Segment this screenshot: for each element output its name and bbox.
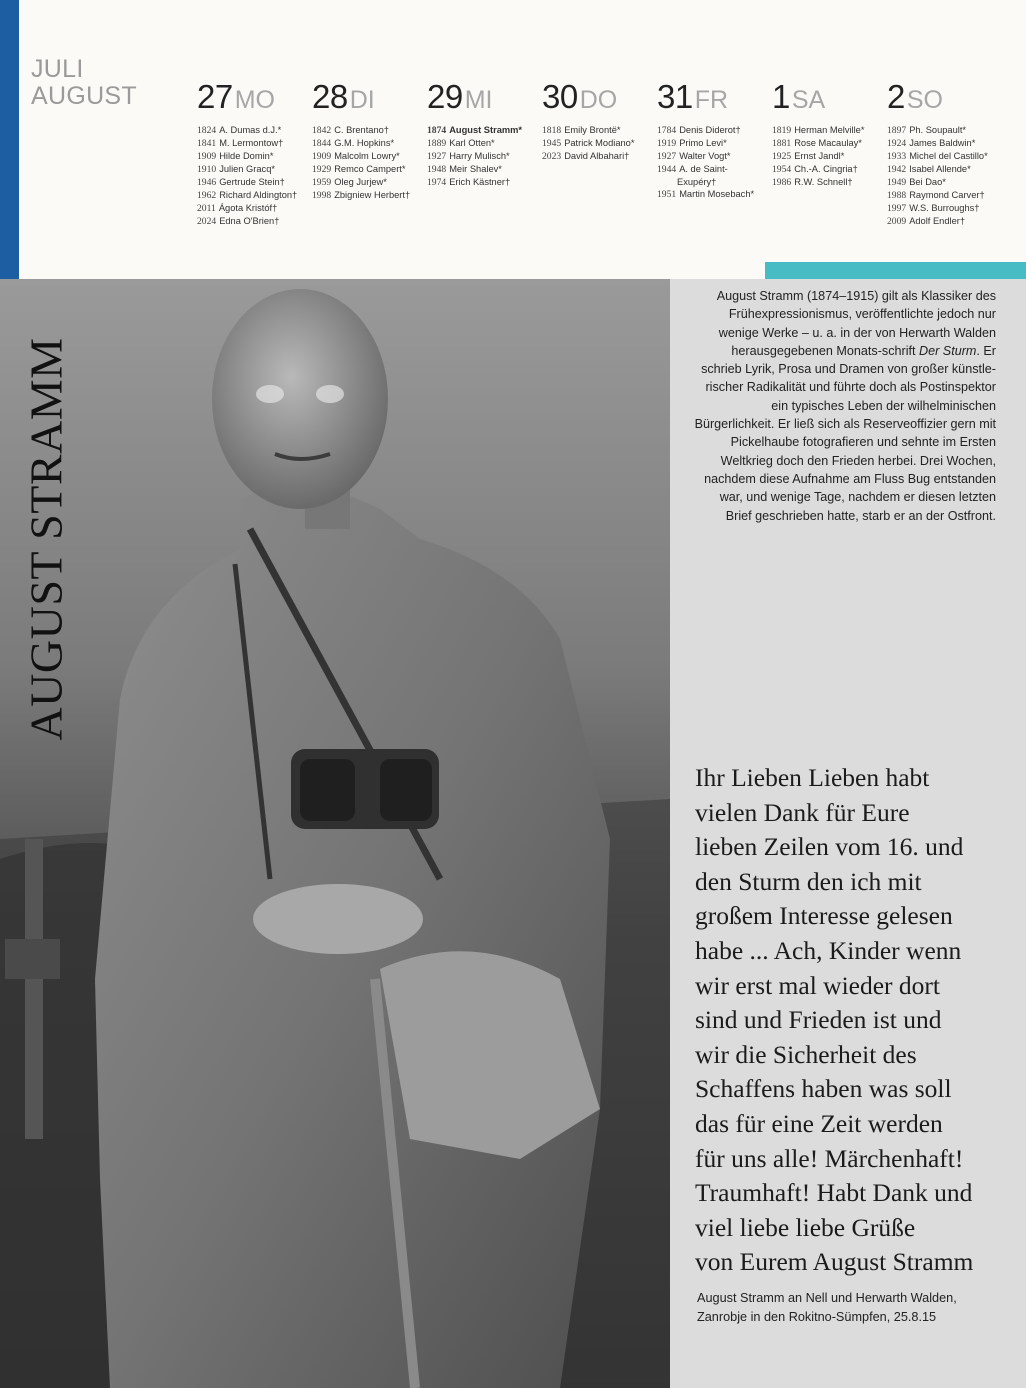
- anniversary-year: 1841: [197, 138, 217, 149]
- anniversary-entry: [657, 176, 772, 188]
- anniversary-entry: [887, 215, 1002, 228]
- day-column: [427, 78, 542, 189]
- anniversary-year: 1997: [887, 203, 907, 214]
- quote-source: August Stramm an Nell und Herwarth Walden, Zanrobje in den Rokitno-Sümpfen, 25.8.15: [697, 1291, 957, 1324]
- anniversary-name: Exupéry†: [677, 177, 717, 187]
- quote-line: wir die Sicherheit des: [695, 1039, 917, 1069]
- anniversary-year: 1988: [887, 190, 907, 201]
- quote-line: großem Interesse gelesen: [695, 901, 953, 931]
- anniversary-year: 1897: [887, 125, 907, 136]
- day-header: [427, 78, 542, 118]
- anniversary-entry: [887, 124, 1002, 137]
- anniversary-entry: [312, 163, 427, 176]
- bio-text: August Stramm (1874–1915) gilt als Klassiker des Frühexpressionismus, veröffentlichte jedoch nur wenige Werke – u. a. in der von Herwarth Walden herausgegebenen Monats-schrift: [716, 289, 996, 358]
- quote-line: von Eurem August Stramm: [695, 1247, 974, 1277]
- month-labels: [31, 56, 137, 110]
- anniversary-name: A. de Saint-: [679, 164, 728, 174]
- anniversary-entry: [312, 176, 427, 189]
- anniversary-year: 1986: [772, 177, 792, 188]
- anniversary-name: C. Brentano†: [334, 125, 389, 135]
- day-number: 27: [197, 78, 233, 115]
- anniversary-name: Ch.-A. Cingria†: [794, 164, 858, 174]
- anniversary-name: Ernst Jandl*: [794, 151, 845, 161]
- anniversary-year: 1784: [657, 125, 677, 136]
- quote-line: viel liebe liebe Grüße: [695, 1212, 916, 1242]
- anniversary-entry: [887, 163, 1002, 176]
- anniversary-year: 1946: [197, 177, 217, 188]
- blue-accent-bar: [0, 0, 19, 279]
- day-name: SO: [906, 86, 943, 114]
- anniversary-year: 1998: [312, 190, 332, 201]
- anniversary-name: Adolf Endler†: [909, 216, 966, 226]
- anniversary-year: 1974: [427, 177, 447, 188]
- anniversary-name: Karl Otten*: [449, 138, 495, 148]
- side-title-text: AUGUST STRAMM: [20, 337, 72, 741]
- anniversary-entry: [427, 163, 542, 176]
- month-label: JULI: [31, 55, 84, 83]
- anniversary-year: 1949: [887, 177, 907, 188]
- anniversary-year: 1909: [197, 151, 217, 162]
- bio-text: . Er schrieb Lyrik, Prosa und Dramen von großer künstle-rischer Radikalität und führte doch als Postinspektor ein typisches Leben der wilhelminischen Bürgerlichkeit. Er ließ sich als Reserveoffizier gern mit Pickelhaube fotografieren und sehnte im Ersten Weltkrieg doch den Frieden herbei. Drei Wochen, nachdem diese Aufnahme am Fluss Bug entstanden war, und wenige Tage, nachdem er diesen letzten Brief geschrieben hatte, starb er an der Ostfront.: [694, 343, 996, 523]
- quote-line: sind und Frieden ist und: [695, 1005, 942, 1035]
- anniversary-entry: [887, 150, 1002, 163]
- anniversary-name: Erich Kästner†: [449, 177, 511, 187]
- day-header: [197, 78, 312, 118]
- day-column: [542, 78, 657, 163]
- anniversary-year: 1954: [772, 164, 792, 175]
- anniversary-entry: [197, 176, 312, 189]
- anniversary-name: Bei Dao*: [909, 177, 946, 187]
- anniversary-name: W.S. Burroughs†: [909, 203, 980, 213]
- anniversary-entry: [312, 137, 427, 150]
- day-header: [772, 78, 887, 118]
- day-number: 1: [772, 78, 790, 115]
- anniversary-name: Herman Melville*: [794, 125, 865, 135]
- anniversary-name: David Albahari†: [564, 151, 630, 161]
- day-name: SA: [791, 86, 826, 114]
- anniversary-entry: [542, 124, 657, 137]
- anniversary-list: [197, 124, 312, 228]
- anniversary-name: James Baldwin*: [909, 138, 976, 148]
- day-header: [887, 78, 1002, 118]
- anniversary-name: Emily Brontë*: [564, 125, 621, 135]
- anniversary-year: 1910: [197, 164, 217, 175]
- anniversary-entry: [312, 150, 427, 163]
- anniversary-list: [312, 124, 427, 202]
- anniversary-entry: [772, 124, 887, 137]
- anniversary-year: 1819: [772, 125, 792, 136]
- anniversary-list: [542, 124, 657, 163]
- anniversary-entry: [657, 137, 772, 150]
- anniversary-name: Primo Levi*: [679, 138, 727, 148]
- anniversary-name: Harry Mulisch*: [449, 151, 510, 161]
- anniversary-name: Isabel Allende*: [909, 164, 971, 174]
- quote-line: lieben Zeilen vom 16. und: [695, 832, 964, 862]
- anniversary-list: [657, 124, 772, 201]
- anniversary-entry: [427, 176, 542, 189]
- anniversary-entry: [887, 189, 1002, 202]
- anniversary-year: 1933: [887, 151, 907, 162]
- anniversary-name: Rose Macaulay*: [794, 138, 862, 148]
- anniversary-entry: [657, 163, 772, 176]
- anniversary-entry: [427, 124, 542, 137]
- day-header: [657, 78, 772, 118]
- anniversary-entry: [772, 150, 887, 163]
- anniversary-year: 1927: [427, 151, 447, 162]
- quote-line: Ihr Lieben Lieben habt: [695, 763, 930, 792]
- anniversary-entry: [887, 202, 1002, 215]
- day-number: 28: [312, 78, 348, 115]
- anniversary-name: Edna O'Brien†: [219, 216, 280, 226]
- anniversary-name: Hilde Domin*: [219, 151, 274, 161]
- anniversary-name: Raymond Carver†: [909, 190, 985, 200]
- anniversary-name: Meir Shalev*: [449, 164, 502, 174]
- anniversary-entry: [657, 150, 772, 163]
- biography-text: [692, 287, 996, 525]
- day-header: [312, 78, 427, 118]
- anniversary-year: 1919: [657, 138, 677, 149]
- anniversary-list: [887, 124, 1002, 228]
- anniversary-year: 1942: [887, 164, 907, 175]
- day-number: 31: [657, 78, 693, 115]
- anniversary-entry: [772, 163, 887, 176]
- day-column: [197, 78, 312, 228]
- day-header: [542, 78, 657, 118]
- anniversary-entry: [427, 137, 542, 150]
- anniversary-name: Patrick Modiano*: [564, 138, 635, 148]
- anniversary-year: 1951: [657, 189, 677, 200]
- anniversary-name: Richard Aldington†: [219, 190, 298, 200]
- anniversary-entry: [657, 124, 772, 137]
- anniversary-year: 2024: [197, 216, 217, 227]
- anniversary-year: 1881: [772, 138, 792, 149]
- anniversary-entry: [197, 124, 312, 137]
- anniversary-entry: [887, 176, 1002, 189]
- anniversary-name: August Stramm*: [449, 125, 523, 135]
- anniversary-entry: [772, 176, 887, 189]
- anniversary-name: G.M. Hopkins*: [334, 138, 395, 148]
- day-column: [312, 78, 427, 202]
- anniversary-year: 1818: [542, 125, 562, 136]
- anniversary-name: Zbigniew Herbert†: [334, 190, 411, 200]
- month-label: AUGUST: [31, 82, 137, 110]
- anniversary-year: 2023: [542, 151, 562, 162]
- anniversary-year: 1948: [427, 164, 447, 175]
- anniversary-entry: [197, 137, 312, 150]
- anniversary-year: 1927: [657, 151, 677, 162]
- day-number: 29: [427, 78, 463, 115]
- anniversary-entry: [197, 215, 312, 228]
- anniversary-year: 1962: [197, 190, 217, 201]
- anniversary-entry: [657, 188, 772, 201]
- day-number: 2: [887, 78, 905, 115]
- anniversary-name: Denis Diderot†: [679, 125, 741, 135]
- anniversary-name: Gertrude Stein†: [219, 177, 285, 187]
- anniversary-name: Ágota Kristóf†: [218, 203, 278, 213]
- anniversary-name: Martin Mosebach*: [679, 189, 755, 199]
- day-name: MO: [234, 86, 275, 114]
- anniversary-list: [427, 124, 542, 189]
- anniversary-entry: [542, 150, 657, 163]
- anniversary-year: 1909: [312, 151, 332, 162]
- anniversary-year: 2009: [887, 216, 907, 227]
- letter-quote: [695, 761, 1015, 1280]
- anniversary-name: A. Dumas d.J.*: [219, 125, 282, 135]
- portrait-photo: [0, 279, 670, 1388]
- quote-line: für uns alle! Märchenhaft!: [695, 1143, 964, 1173]
- quote-line: den Sturm den ich mit: [695, 866, 922, 896]
- anniversary-year: 1925: [772, 151, 792, 162]
- quote-line: vielen Dank für Eure: [695, 797, 910, 827]
- anniversary-year: 1844: [312, 138, 332, 149]
- anniversary-list: [772, 124, 887, 189]
- bio-magazine-title: Der Sturm: [919, 343, 977, 358]
- day-column: [772, 78, 887, 189]
- anniversary-year: 1889: [427, 138, 447, 149]
- day-name: FR: [694, 86, 729, 114]
- anniversary-name: R.W. Schnell†: [794, 177, 853, 187]
- anniversary-entry: [197, 163, 312, 176]
- quote-line: Traumhaft! Habt Dank und: [695, 1178, 973, 1208]
- anniversary-year: 1945: [542, 138, 562, 149]
- anniversary-name: Oleg Jurjew*: [334, 177, 387, 187]
- anniversary-year: 1842: [312, 125, 332, 136]
- quote-line: Schaffens haben was soll: [695, 1074, 952, 1104]
- day-name: DO: [579, 86, 618, 114]
- anniversary-entry: [197, 202, 312, 215]
- anniversary-year: 1924: [887, 138, 907, 149]
- anniversary-entry: [887, 137, 1002, 150]
- teal-accent-bar: [765, 262, 1026, 279]
- anniversary-entry: [197, 189, 312, 202]
- day-name: MI: [464, 86, 493, 114]
- anniversary-name: Julien Gracq*: [219, 164, 275, 174]
- anniversary-name: M. Lermontow†: [219, 138, 284, 148]
- quote-line: wir erst mal wieder dort: [695, 970, 941, 1000]
- anniversary-entry: [312, 124, 427, 137]
- anniversary-name: Malcolm Lowry*: [334, 151, 400, 161]
- anniversary-name: Michel del Castillo*: [909, 151, 988, 161]
- anniversary-year: 1824: [197, 125, 217, 136]
- anniversary-entry: [312, 189, 427, 202]
- day-number: 30: [542, 78, 578, 115]
- anniversary-name: Remco Campert*: [334, 164, 406, 174]
- anniversary-entry: [427, 150, 542, 163]
- quote-line: habe ... Ach, Kinder wenn: [695, 935, 962, 965]
- day-name: DI: [349, 86, 375, 114]
- side-title: [0, 279, 92, 779]
- anniversary-entry: [542, 137, 657, 150]
- day-column: [887, 78, 1002, 228]
- anniversary-name: Ph. Soupault*: [909, 125, 967, 135]
- quote-line: das für eine Zeit werden: [695, 1108, 943, 1138]
- anniversary-year: 1929: [312, 164, 332, 175]
- anniversary-year: 1944: [657, 164, 677, 175]
- anniversary-year: 1959: [312, 177, 332, 188]
- anniversary-year: 1874: [427, 125, 447, 136]
- anniversary-year: 2011: [197, 203, 216, 214]
- anniversary-entry: [197, 150, 312, 163]
- anniversary-name: Walter Vogt*: [679, 151, 731, 161]
- day-column: [657, 78, 772, 201]
- anniversary-entry: [772, 137, 887, 150]
